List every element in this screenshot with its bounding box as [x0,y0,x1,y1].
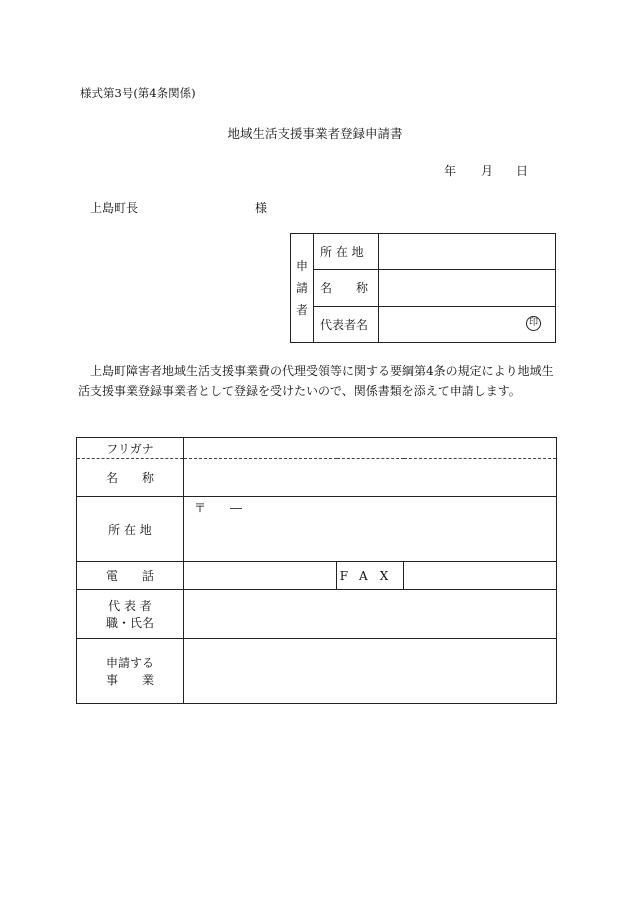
applicant-rep-label: 代表者名 [314,306,379,342]
business-address-field[interactable] [184,497,557,562]
business-name-field[interactable] [184,459,557,497]
representative-field[interactable] [184,590,557,639]
fax-label: FAX [337,562,404,590]
application-statement: 上島町障害者地域生活支援事業費の代理受領等に関する要綱第4条の規定により地域生活支援事業登録事業者として登録を受けたいので、関係書類を添えて申請します。 [78,364,554,398]
document-title: 地域生活支援事業者登録申請書 [227,126,403,141]
addressee: 上島町長 [90,201,139,215]
applicant-name-field[interactable] [379,270,556,306]
postal-code-mark: 〒 ― [194,501,243,515]
applicant-address-field[interactable] [379,234,556,270]
applicant-address-label: 所 在 地 [314,234,379,270]
applicant-name-label: 名 称 [314,270,379,306]
applied-business-label: 申請する 事 業 [77,639,184,704]
furigana-field[interactable] [184,438,557,459]
seal-mark: 印 [526,316,541,331]
date-month-label: 月 [481,164,494,178]
addressee-honorific: 様 [255,201,268,215]
furigana-label: フリガナ [77,438,184,459]
applied-business-field[interactable] [184,639,557,704]
applicant-vertical-label: 申 請 者 [291,234,314,343]
applicant-table [290,233,556,343]
fax-field[interactable] [404,562,557,590]
date-year-label: 年 [444,164,457,178]
business-name-label: 名 称 [77,459,184,497]
form-number: 様式第3号(第4条関係) [80,86,196,100]
representative-label: 代 表 者 職・氏名 [77,590,184,639]
phone-label: 電 話 [77,562,184,590]
business-address-label: 所 在 地 [77,497,184,562]
date-day-label: 日 [516,164,529,178]
phone-field[interactable] [184,562,337,590]
details-table [76,437,557,704]
